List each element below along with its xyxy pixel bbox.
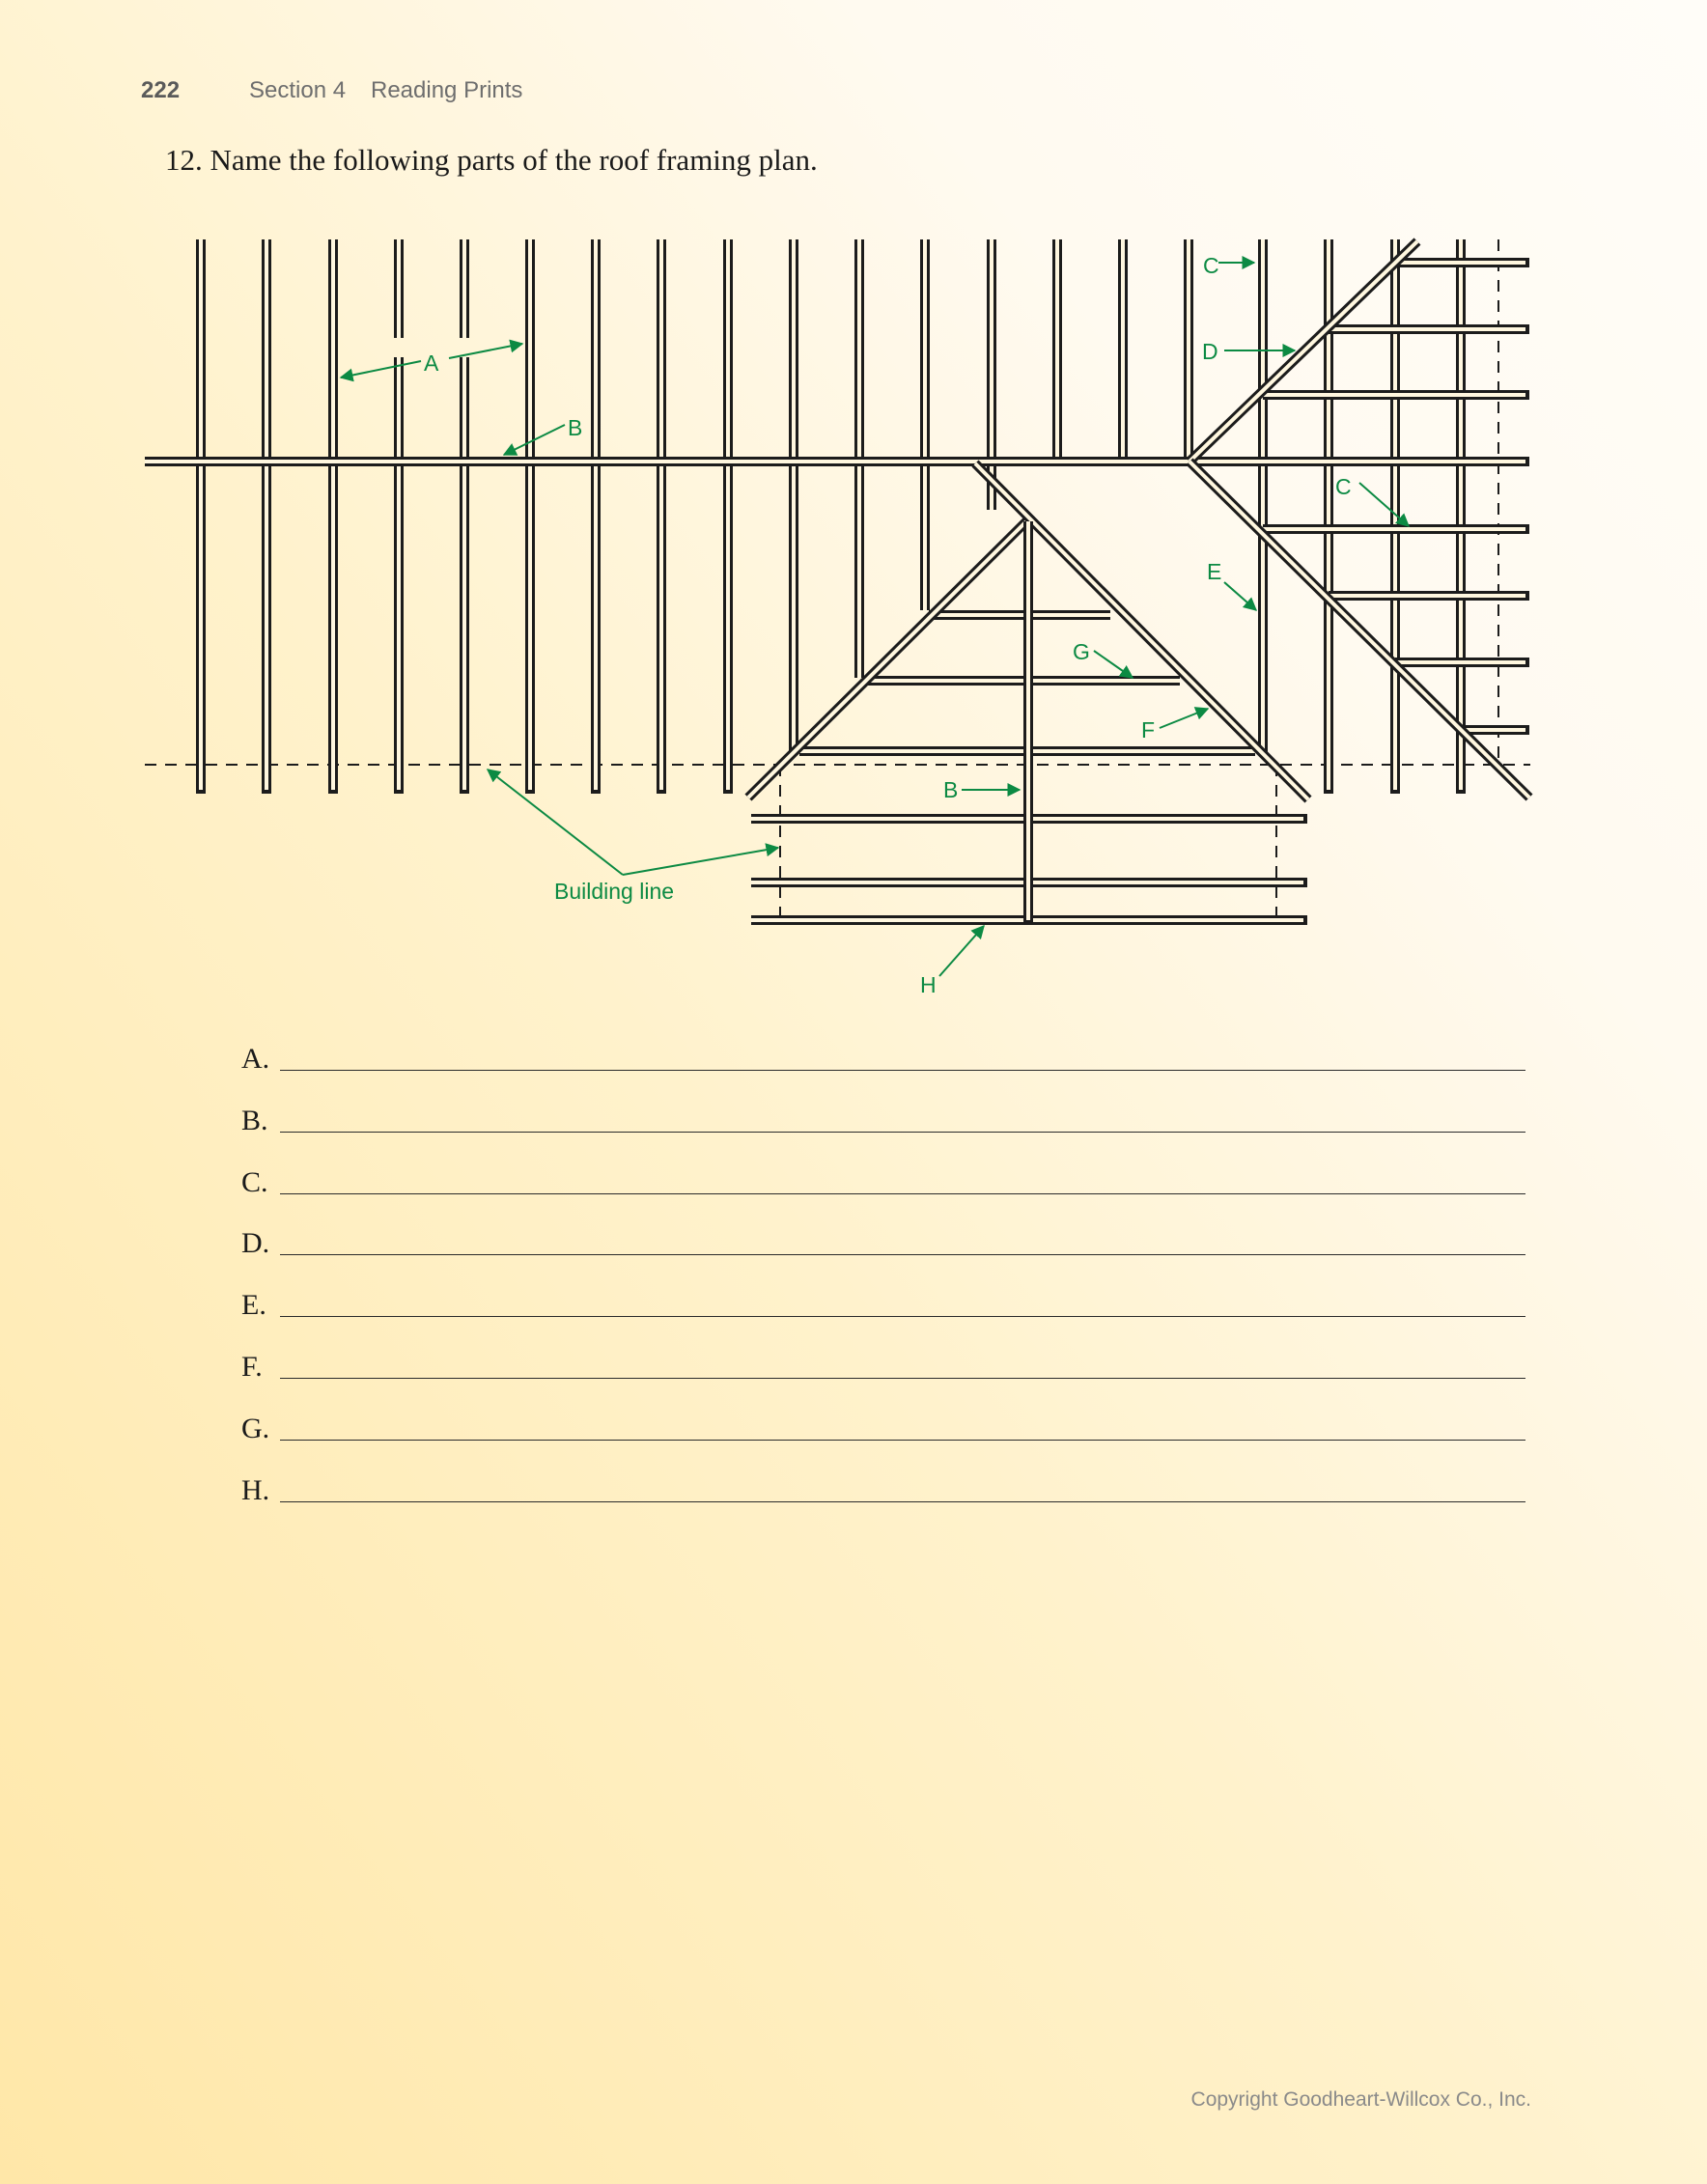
callout-c-lower: C [1335,474,1352,499]
answer-line-a[interactable] [280,1070,1525,1071]
answer-label-h: H. [241,1473,270,1506]
answer-line-g[interactable] [280,1440,1525,1441]
callout-b-upper: B [568,415,583,440]
answer-label-b: B. [241,1104,268,1136]
answer-label-d: D. [241,1227,270,1260]
answer-row-d [241,1218,1525,1279]
answer-line-h[interactable] [280,1501,1525,1502]
callout-e: E [1207,559,1222,584]
answer-row-a [241,1033,1525,1095]
question-text: 12. Name the following parts of the roof framing plan. [165,143,818,177]
callout-h: H [920,972,937,997]
callout-f: F [1141,717,1156,742]
callout-g: G [1073,639,1090,664]
answer-label-e: E. [241,1289,266,1322]
answer-list [241,1033,1525,1526]
common-rafters-inner [201,239,1461,790]
answer-row-c [241,1157,1525,1218]
answer-line-b[interactable] [280,1132,1525,1133]
callout-b-lower: B [943,777,959,802]
answer-row-e [241,1279,1525,1341]
answer-line-e[interactable] [280,1316,1525,1317]
answer-line-c[interactable] [280,1193,1525,1194]
answer-label-c: C. [241,1165,268,1198]
chapter-title: Reading Prints [371,77,523,103]
answer-row-g [241,1403,1525,1465]
callouts [341,263,1409,976]
answer-label-g: G. [241,1412,270,1444]
answer-label-f: F. [241,1350,263,1383]
callout-c-upper: C [1203,253,1219,278]
page-number: 222 [141,77,181,103]
section-label: Section 4 [249,77,347,103]
callout-d: D [1202,339,1218,364]
answer-row-h [241,1465,1525,1526]
answer-line-d[interactable] [280,1254,1525,1255]
copyright-notice: Copyright Goodheart-Willcox Co., Inc. [1190,2088,1531,2111]
callout-a: A [424,350,439,376]
callout-building-line: Building line [554,879,675,904]
answer-line-f[interactable] [280,1378,1525,1379]
answer-row-f [241,1341,1525,1403]
answer-label-a: A. [241,1043,270,1075]
answer-row-b [241,1095,1525,1157]
